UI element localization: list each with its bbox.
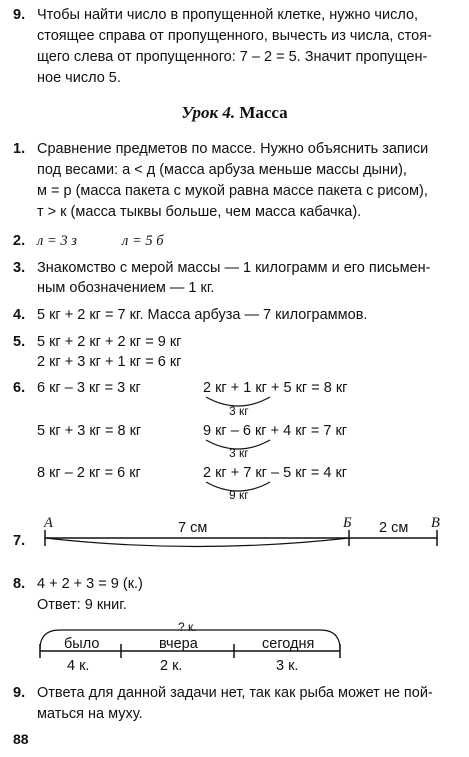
item-number: 1. <box>13 141 26 157</box>
item-number: 7. <box>13 533 26 549</box>
question-label: ? к. <box>178 620 197 634</box>
text-line: маться на муху. <box>37 706 143 722</box>
total-brace <box>40 630 340 649</box>
segment-value: 3 к. <box>276 658 299 674</box>
item-number: 6. <box>13 380 26 396</box>
item-number: 5. <box>13 334 26 350</box>
segment-label: сегодня <box>262 636 315 652</box>
brace-label: 3 кг <box>229 446 249 460</box>
text-line: Ответа для данной задачи нет, так как рыба может не пой- <box>37 685 433 701</box>
text-line: ным обозначением — 1 кг. <box>37 280 215 296</box>
text-line: ное число 5. <box>37 70 121 86</box>
segment-label: 2 см <box>379 520 409 536</box>
item-number: 4. <box>13 307 26 323</box>
item-number: 9. <box>13 7 26 23</box>
text-line: м = р (масса пакета с мукой равна массе пакета с рисом), <box>37 183 428 199</box>
brace-arc <box>206 397 270 406</box>
text-line: Сравнение предметов по массе. Нужно объяснить записи <box>37 141 429 157</box>
segment-value: 4 к. <box>67 658 90 674</box>
brace-arc <box>206 482 270 491</box>
text-line: щего слева от пропущенного: 7 – 2 = 5. Значит пропущен- <box>37 49 428 65</box>
segment-label: было <box>64 636 100 652</box>
brace-arc <box>45 538 349 547</box>
text-line: 5 кг + 3 кг = 8 кг <box>37 423 142 439</box>
text-line: 8 кг – 2 кг = 6 кг <box>37 465 141 481</box>
item-number: 9. <box>13 685 26 701</box>
page-number: 88 <box>13 731 29 747</box>
segment-label: 7 см <box>178 520 208 536</box>
point-label: А <box>44 515 53 531</box>
text-line: Чтобы найти число в пропущенной клетке, нужно число, <box>37 7 419 23</box>
brace-label: 9 кг <box>229 488 249 502</box>
segment-label: вчера <box>159 636 198 652</box>
item-number: 2. <box>13 233 26 249</box>
text-line: т > к (масса тыквы больше, чем масса кабачка). <box>37 204 362 220</box>
text-line: 6 кг – 3 кг = 3 кг <box>37 380 141 396</box>
text-line: л = 5 б <box>122 233 164 249</box>
text-line: Знакомство с мерой массы — 1 килограмм и его письмен- <box>37 260 431 276</box>
text-line: стоящее справа от пропущенного, вычесть из числа, стоя- <box>37 28 432 44</box>
point-label: В <box>431 515 440 531</box>
text-line: 4 + 2 + 3 = 9 (к.) <box>37 576 143 592</box>
text-line: 2 кг + 7 кг – 5 кг = 4 кг <box>203 465 348 481</box>
item-number: 8. <box>13 576 26 592</box>
item-number: 3. <box>13 260 26 276</box>
text-line: 2 кг + 3 кг + 1 кг = 6 кг <box>37 354 182 370</box>
lesson-title: Масса <box>239 103 288 122</box>
text-line: 2 кг + 1 кг + 5 кг = 8 кг <box>203 380 348 396</box>
text-line: Ответ: 9 книг. <box>37 597 127 613</box>
text-line: л = 3 з <box>37 233 77 249</box>
brace-label: 3 кг <box>229 404 249 418</box>
text-line: под весами: а < д (масса арбуза меньше массы дыни), <box>37 162 407 178</box>
segment-value: 2 к. <box>160 658 183 674</box>
lesson-label: Урок 4. <box>181 103 236 122</box>
text-line: 5 кг + 2 кг = 7 кг. Масса арбуза — 7 килограммов. <box>37 307 368 323</box>
point-label: Б <box>343 515 352 531</box>
brace-arc <box>206 440 270 449</box>
text-line: 9 кг – 6 кг + 4 кг = 7 кг <box>203 423 348 439</box>
text-line: 5 кг + 2 кг + 2 кг = 9 кг <box>37 334 182 350</box>
